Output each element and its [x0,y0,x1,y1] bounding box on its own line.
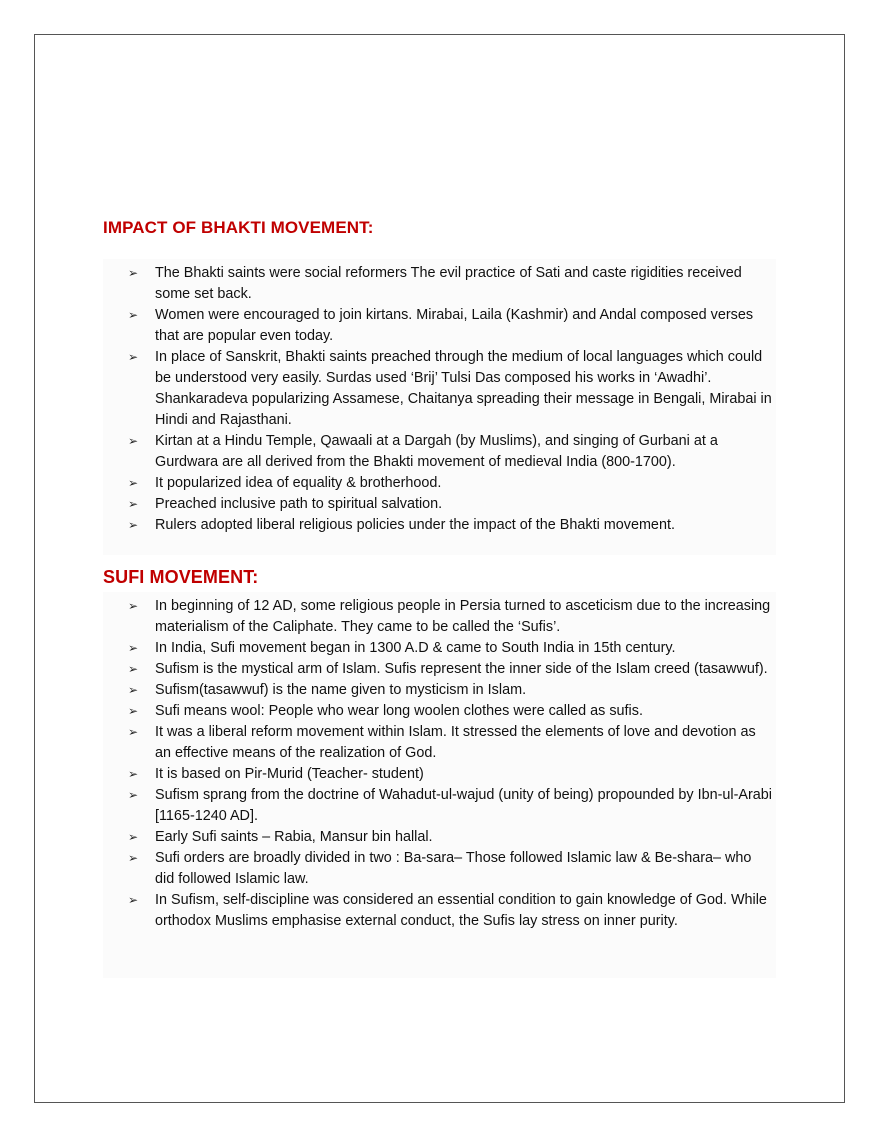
bullet-text: Preached inclusive path to spiritual salvation. [155,496,443,512]
bullet-text: Sufism sprang from the doctrine of Wahadut-ul-wajud (unity of being) propounded by Ibn-ul-Arabi [1165-1240 AD]. [155,787,772,824]
bullet-text: Sufism is the mystical arm of Islam. Sufis represent the inner side of the Islam creed (tasawwuf). [155,661,768,677]
bullet-text: Rulers adopted liberal religious policies under the impact of the Bhakti movement. [155,517,675,533]
sufi-bullet-item [103,638,773,659]
arrow-bullet-icon: ➢ [128,683,139,697]
bullet-text: In India, Sufi movement began in 1300 A.D & came to South India in 15th century. [155,640,676,656]
sufi-bullet-item [103,848,773,890]
bhakti-bullet-item [103,515,773,536]
bullet-text: Sufi means wool: People who wear long woolen clothes were called as sufis. [155,703,643,719]
sufi-bullet-item [103,827,773,848]
arrow-bullet-icon: ➢ [128,518,139,532]
bullet-text: Women were encouraged to join kirtans. Mirabai, Laila (Kashmir) and Andal composed verses that are popular even today. [155,307,754,344]
bullet-text: Kirtan at a Hindu Temple, Qawaali at a Dargah (by Muslims), and singing of Gurbani at a Gurdwara are all derived from the Bhakti movement of medieval India (800-1700). [155,433,718,470]
arrow-bullet-icon: ➢ [128,434,139,448]
bullet-text: In place of Sanskrit, Bhakti saints preached through the medium of local languages which could be understood very easily. Surdas used ‘Brij’ Tulsi Das composed his works in ‘Awadhi’. Shankaradeva popularizing Assamese, Chaitanya spreading their message in Bengali, Mirabai in Hindi and Rajasthani. [155,349,772,428]
arrow-bullet-icon: ➢ [128,830,139,844]
sufi-bullet-item [103,659,773,680]
arrow-bullet-icon: ➢ [128,641,139,655]
bhakti-bullet-item [103,431,773,473]
bullet-text: Sufi orders are broadly divided in two : Ba-sara– Those followed Islamic law & Be-shara– who did followed Islamic law. [155,850,752,887]
sufi-bullet-item [103,764,773,785]
sufi-bullet-block [103,592,776,978]
sufi-bullet-item [103,680,773,701]
arrow-bullet-icon: ➢ [128,767,139,781]
arrow-bullet-icon: ➢ [128,476,139,490]
arrow-bullet-icon: ➢ [128,662,139,676]
arrow-bullet-icon: ➢ [128,725,139,739]
arrow-bullet-icon: ➢ [128,266,139,280]
bhakti-bullet-block [103,259,776,555]
bhakti-bullet-item [103,305,773,347]
sufi-bullet-item [103,785,773,827]
bhakti-bullet-item [103,473,773,494]
bullet-text: Early Sufi saints – Rabia, Mansur bin hallal. [155,829,433,845]
arrow-bullet-icon: ➢ [128,704,139,718]
bullet-text: In beginning of 12 AD, some religious people in Persia turned to asceticism due to the increasing materialism of the Caliphate. They came to be called the ‘Sufis’. [155,598,771,635]
bullet-text: In Sufism, self-discipline was considered an essential condition to gain knowledge of God. While orthodox Muslims emphasise external conduct, the Sufis lay stress on inner purity. [155,892,767,929]
sufi-bullet-item [103,890,773,932]
bhakti-heading: IMPACT OF BHAKTI MOVEMENT: [103,218,374,237]
arrow-bullet-icon: ➢ [128,599,139,613]
sufi-bullet-item [103,596,773,638]
bhakti-bullet-item [103,347,773,431]
arrow-bullet-icon: ➢ [128,497,139,511]
bullet-text: It popularized idea of equality & brotherhood. [155,475,442,491]
bhakti-bullet-item [103,494,773,515]
sufi-bullet-item [103,722,773,764]
bullet-text: It is based on Pir-Murid (Teacher- student) [155,766,424,782]
sufi-bullet-list [103,596,773,932]
bhakti-bullet-list [103,263,773,536]
bullet-text: Sufism(tasawwuf) is the name given to mysticism in Islam. [155,682,527,698]
arrow-bullet-icon: ➢ [128,350,139,364]
bullet-text: The Bhakti saints were social reformers The evil practice of Sati and caste rigidities received some set back. [155,265,742,302]
arrow-bullet-icon: ➢ [128,893,139,907]
sufi-heading: SUFI MOVEMENT: [103,567,259,587]
bullet-text: It was a liberal reform movement within Islam. It stressed the elements of love and devotion as an effective means of the realization of God. [155,724,756,761]
arrow-bullet-icon: ➢ [128,788,139,802]
arrow-bullet-icon: ➢ [128,308,139,322]
arrow-bullet-icon: ➢ [128,851,139,865]
sufi-bullet-item [103,701,773,722]
bhakti-bullet-item [103,263,773,305]
